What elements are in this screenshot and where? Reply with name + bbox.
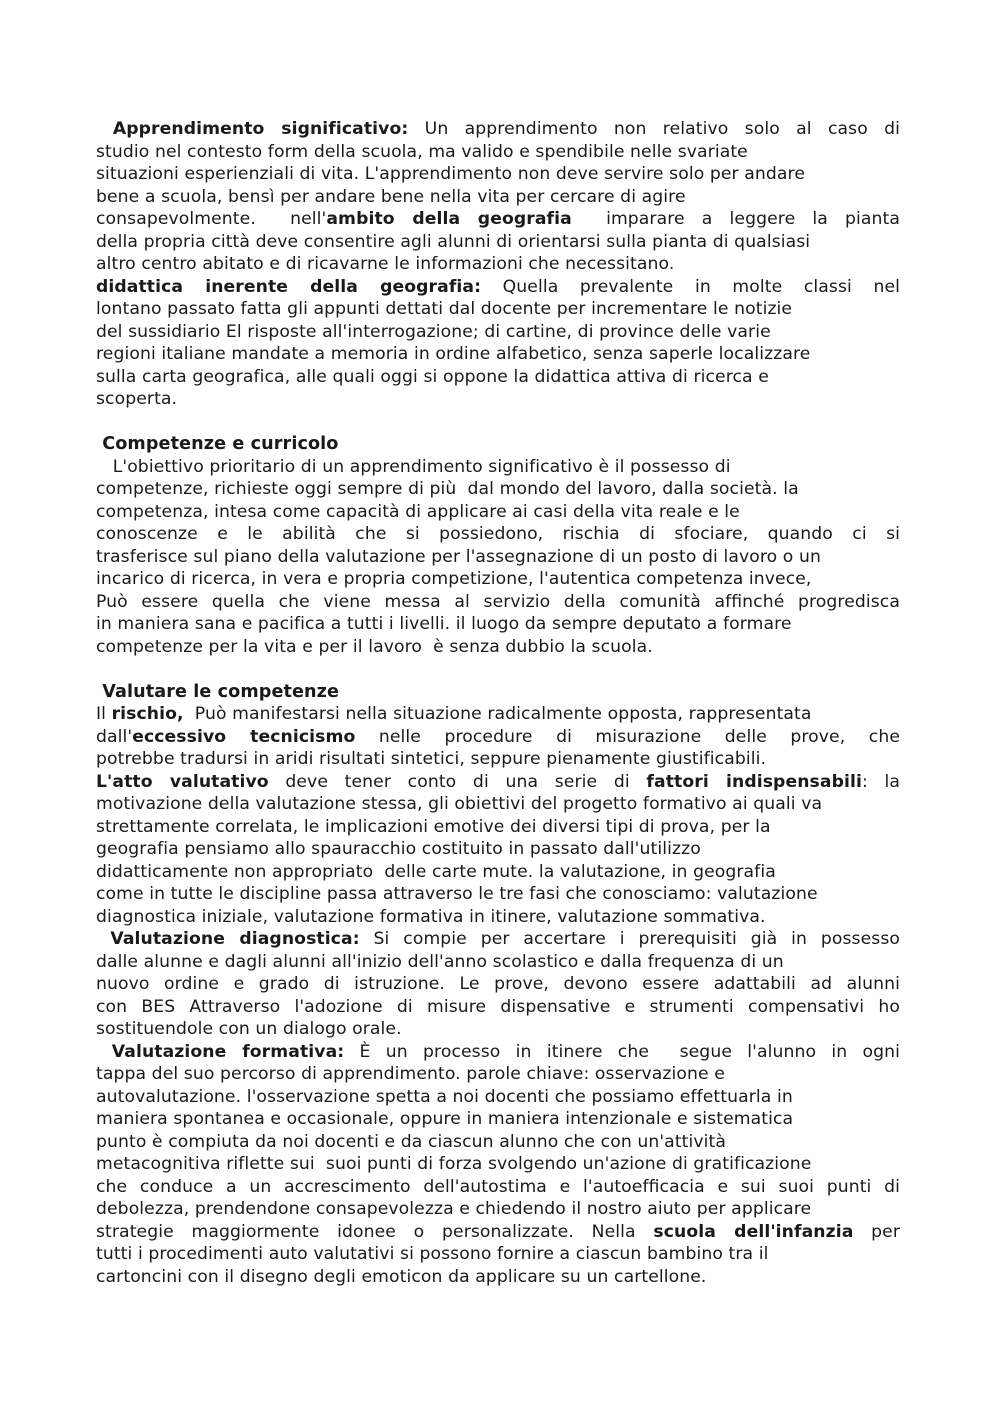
term-scuola-infanzia: scuola dell'infanzia xyxy=(653,1221,854,1242)
text-line: competenze per la vita e per il lavoro è senza dubbio la scuola. xyxy=(96,636,653,657)
text-line: tutti i procedimenti auto valutativi si possono fornire a ciascun bambino tra il xyxy=(96,1244,769,1264)
text-line: bene a scuola, bensì per andare bene nella vita per cercare di agire xyxy=(96,186,686,207)
text-fragment: Un apprendimento non relativo solo al caso di xyxy=(408,119,900,139)
text-line: scoperta. xyxy=(96,389,178,409)
section-valutare xyxy=(96,681,900,929)
text-fragment: Quella prevalente in molte classi nel xyxy=(481,276,900,297)
text-line: geografia pensiamo allo spauracchio costituito in passato dall'utilizzo xyxy=(96,839,701,859)
text-line xyxy=(96,208,900,231)
text-fragment: Si compie per accertare i prerequisiti già in possesso xyxy=(359,929,901,949)
text-line xyxy=(96,1041,900,1064)
text-line: tappa del suo percorso di apprendimento. parole chiave: osservazione e xyxy=(96,1064,725,1084)
section-heading: Competenze e curricolo xyxy=(96,434,339,454)
text-line: con BES Attraverso l'adozione di misure dispensative e strumenti compensativi ho xyxy=(96,996,900,1017)
text-line: Può essere quella che viene messa al servizio della comunità afﬁnché progredisca xyxy=(96,591,900,612)
text-line xyxy=(96,276,900,299)
text-line: conoscenze e le abilità che si possiedono, rischia di sfociare, quando ci si xyxy=(96,524,900,544)
text-line: altro centro abitato e di ricavarne le informazioni che necessitano. xyxy=(96,254,675,274)
section-diagnostica xyxy=(96,928,900,1041)
text-fragment: per xyxy=(853,1221,901,1242)
term-rischio: rischio, xyxy=(111,704,184,724)
text-fragment: nelle procedure di misurazione delle prove, che xyxy=(355,726,900,747)
section-didattica xyxy=(96,276,900,411)
term-valutazione-formativa: Valutazione formativa: xyxy=(96,1041,345,1062)
text-line: come in tutte le discipline passa attraverso le tre fasi che conosciamo: valutazione xyxy=(96,884,818,904)
text-line: autovalutazione. l'osservazione spetta a noi docenti che possiamo effettuarla in xyxy=(96,1086,793,1107)
text-line xyxy=(96,726,900,749)
section-formativa xyxy=(96,1041,900,1289)
section-apprendimento xyxy=(96,118,900,276)
text-line: sulla carta geografica, alle quali oggi si oppone la didattica attiva di ricerca e xyxy=(96,366,769,387)
text-line: L'obiettivo prioritario di un apprendimento significativo è il possesso di xyxy=(96,456,731,477)
term-atto-valutativo: L'atto valutativo xyxy=(96,771,269,792)
text-line: regioni italiane mandate a memoria in ordine alfabetico, senza saperle localizzare xyxy=(96,344,811,364)
text-line: motivazione della valutazione stessa, gli obiettivi del progetto formativo ai quali va xyxy=(96,794,823,814)
text-line: diagnostica iniziale, valutazione formativa in itinere, valutazione sommativa. xyxy=(96,906,766,927)
text-fragment: : la xyxy=(861,771,901,792)
text-line: metacognitiva riflette sui suoi punti di forza svolgendo un'azione di gratificazione xyxy=(96,1154,812,1174)
text-line: studio nel contesto form della scuola, ma valido e spendibile nelle svariate xyxy=(96,141,748,162)
text-line xyxy=(96,1221,900,1244)
term-apprendimento-significativo: Apprendimento significativo: xyxy=(96,119,409,139)
text-line: maniera spontanea e occasionale, oppure in maniera intenzionale e sistematica xyxy=(96,1109,794,1129)
text-fragment: È un processo in itinere che segue l'alunno in ogni xyxy=(344,1041,900,1062)
text-line: incarico di ricerca, in vera e propria competizione, l'autentica competenza invece, xyxy=(96,569,812,589)
term-fattori-indispensabili: fattori indispensabili xyxy=(646,771,862,792)
text-line: debolezza, prendendone consapevolezza e chiedendo il nostro aiuto per applicare xyxy=(96,1199,812,1219)
text-fragment: imparare a leggere la pianta xyxy=(571,209,900,229)
text-fragment: Il xyxy=(96,704,112,724)
text-line: del sussidiario El risposte all'interrogazione; di cartine, di province delle varie xyxy=(96,321,771,342)
paragraph-gap xyxy=(96,658,900,681)
term-ambito-geografia: ambito della geografia xyxy=(326,209,572,229)
paragraph-gap xyxy=(96,411,900,434)
section-competenze xyxy=(96,433,900,658)
text-line: dalle alunne e dagli alunni all'inizio dell'anno scolastico e dalla frequenza di un xyxy=(96,951,784,972)
text-fragment: consapevolmente. nell' xyxy=(96,209,327,229)
text-line: didatticamente non appropriato delle carte mute. la valutazione, in geografia xyxy=(96,861,776,882)
text-fragment: deve tener conto di una serie di xyxy=(268,771,647,792)
text-line: della propria città deve consentire agli alunni di orientarsi sulla pianta di qualsiasi xyxy=(96,231,811,252)
text-line xyxy=(96,771,900,794)
text-line: trasferisce sul piano della valutazione per l'assegnazione di un posto di lavoro o un xyxy=(96,546,821,567)
section-heading: Valutare le competenze xyxy=(96,681,340,702)
text-fragment: dall' xyxy=(96,726,133,747)
text-line: in maniera sana e pacifica a tutti i livelli. il luogo da sempre deputato a formare xyxy=(96,614,792,634)
text-line: competenze, richieste oggi sempre di più dal mondo del lavoro, dalla società. la xyxy=(96,479,799,499)
text-line: strettamente correlata, le implicazioni emotive dei diversi tipi di prova, per la xyxy=(96,816,771,837)
text-fragment: Può manifestarsi nella situazione radicalmente opposta, rappresentata xyxy=(183,704,812,724)
text-line: competenza, intesa come capacità di applicare ai casi della vita reale e le xyxy=(96,501,740,522)
text-line xyxy=(96,118,900,141)
text-fragment: strategie maggiormente idonee o personalizzate. Nella xyxy=(96,1221,654,1242)
text-line: situazioni esperienziali di vita. L'apprendimento non deve servire solo per andare xyxy=(96,164,806,184)
text-line: cartoncini con il disegno degli emoticon da applicare su un cartellone. xyxy=(96,1266,707,1287)
text-line: punto è compiuta da noi docenti e da ciascun alunno che con un'attività xyxy=(96,1131,726,1152)
term-didattica-geografia: didattica inerente della geografia: xyxy=(96,276,482,297)
text-line: che conduce a un accrescimento dell'autostima e l'autoefﬁcacia e sui suoi punti di xyxy=(96,1176,900,1197)
text-line: lontano passato fatta gli appunti dettati dal docente per incrementare le notizie xyxy=(96,299,793,319)
text-line: sostituendole con un dialogo orale. xyxy=(96,1019,402,1039)
term-eccessivo-tecnicismo: eccessivo tecnicismo xyxy=(132,726,356,747)
text-line: potrebbe tradursi in aridi risultati sintetici, seppure pienamente giustificabili. xyxy=(96,749,767,769)
term-valutazione-diagnostica: Valutazione diagnostica: xyxy=(96,929,360,949)
text-line: nuovo ordine e grado di istruzione. Le prove, devono essere adattabili ad alunni xyxy=(96,974,900,994)
text-line xyxy=(96,928,900,951)
text-line xyxy=(96,703,900,726)
